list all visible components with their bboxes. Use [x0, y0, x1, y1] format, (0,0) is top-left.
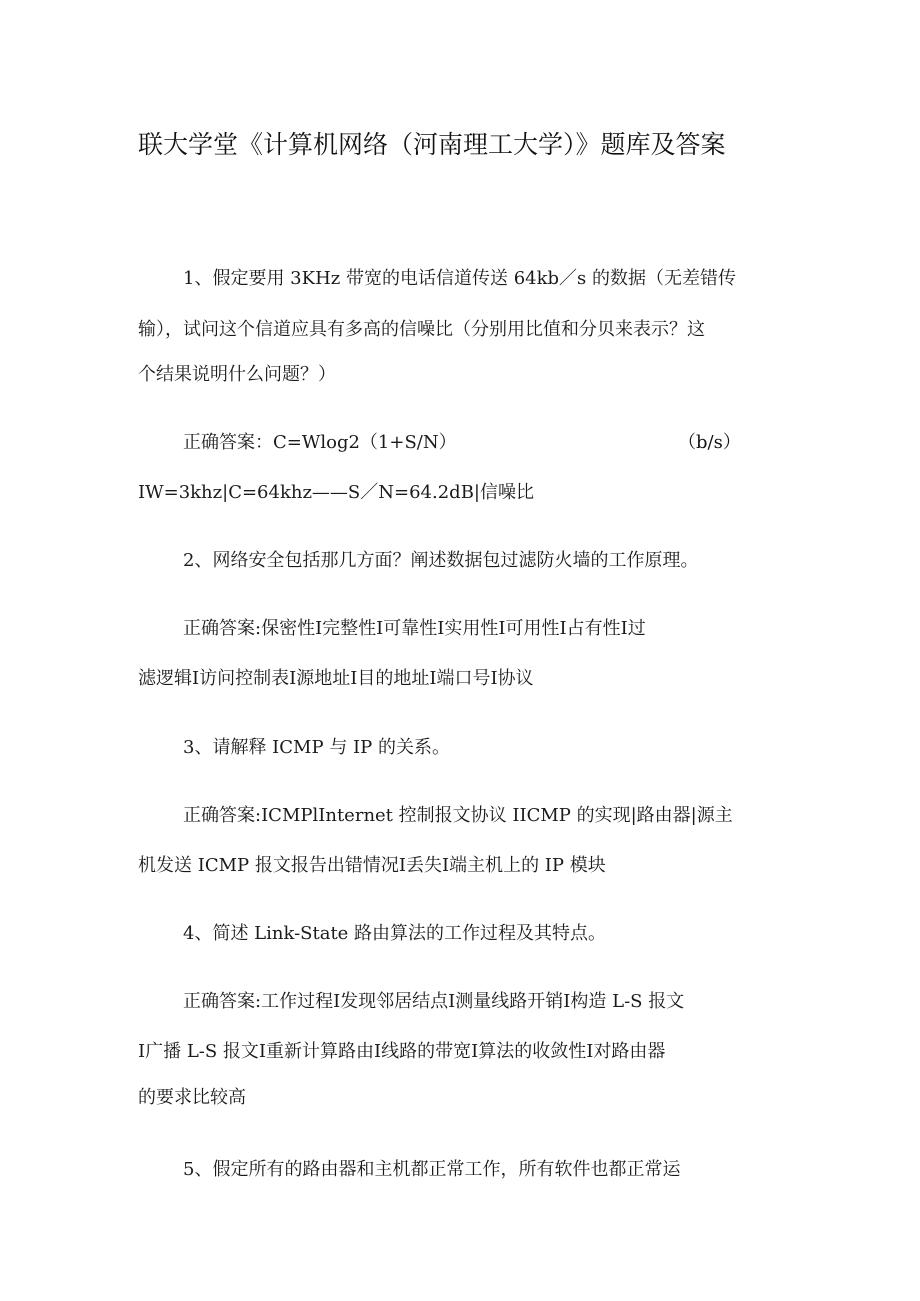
question-3-line-1: 3、请解释 ICMP 与 IP 的关系。	[183, 737, 450, 758]
answer-3-line-1: 正确答案:ICMPlInternet 控制报文协议 IICMP 的实现|路由器|源主	[183, 805, 733, 826]
question-1-line-3: 个结果说明什么问题？）	[138, 364, 336, 385]
answer-3-line-2: 机发送 ICMP 报文报告出错情况I丢失I端主机上的 IP 模块	[138, 855, 606, 876]
question-5-line-1: 5、假定所有的路由器和主机都正常工作，所有软件也都正常运	[183, 1159, 681, 1180]
answer-1-line-2: IW=3khz|C=64khz——S／N=64.2dB|信噪比	[138, 482, 534, 503]
answer-4-line-2: I广播 L-S 报文I重新计算路由I线路的带宽I算法的收敛性I对路由器	[138, 1041, 666, 1062]
answer-2-line-2: 滤逻辑I访问控制表I源地址I目的地址I端口号I协议	[138, 668, 534, 689]
question-1-line-1: 1、假定要用 3KHz 带宽的电话信道传送 64kb／s 的数据（无差错传	[183, 268, 736, 289]
answer-1-unit: （b/s）	[678, 432, 741, 453]
question-2-line-1: 2、网络安全包括那几方面？阐述数据包过滤防火墙的工作原理。	[183, 550, 699, 571]
answer-1-line-1: 正确答案：C=Wlog2（1+S/N）	[183, 432, 457, 453]
question-1-line-2: 输），试问这个信道应具有多高的信噪比（分别用比值和分贝来表示？这	[138, 319, 705, 340]
answer-2-line-1: 正确答案:保密性I完整性I可靠性I实用性I可用性I占有性I过	[183, 618, 646, 639]
question-4-line-1: 4、简述 Link-State 路由算法的工作过程及其特点。	[183, 923, 607, 944]
answer-4-line-1: 正确答案:工作过程I发现邻居结点I测量线路开销I构造 L-S 报文	[183, 991, 685, 1012]
document-title: 联大学堂《计算机网络（河南理工大学）》题库及答案	[138, 130, 726, 159]
answer-4-line-3: 的要求比较高	[138, 1087, 246, 1108]
